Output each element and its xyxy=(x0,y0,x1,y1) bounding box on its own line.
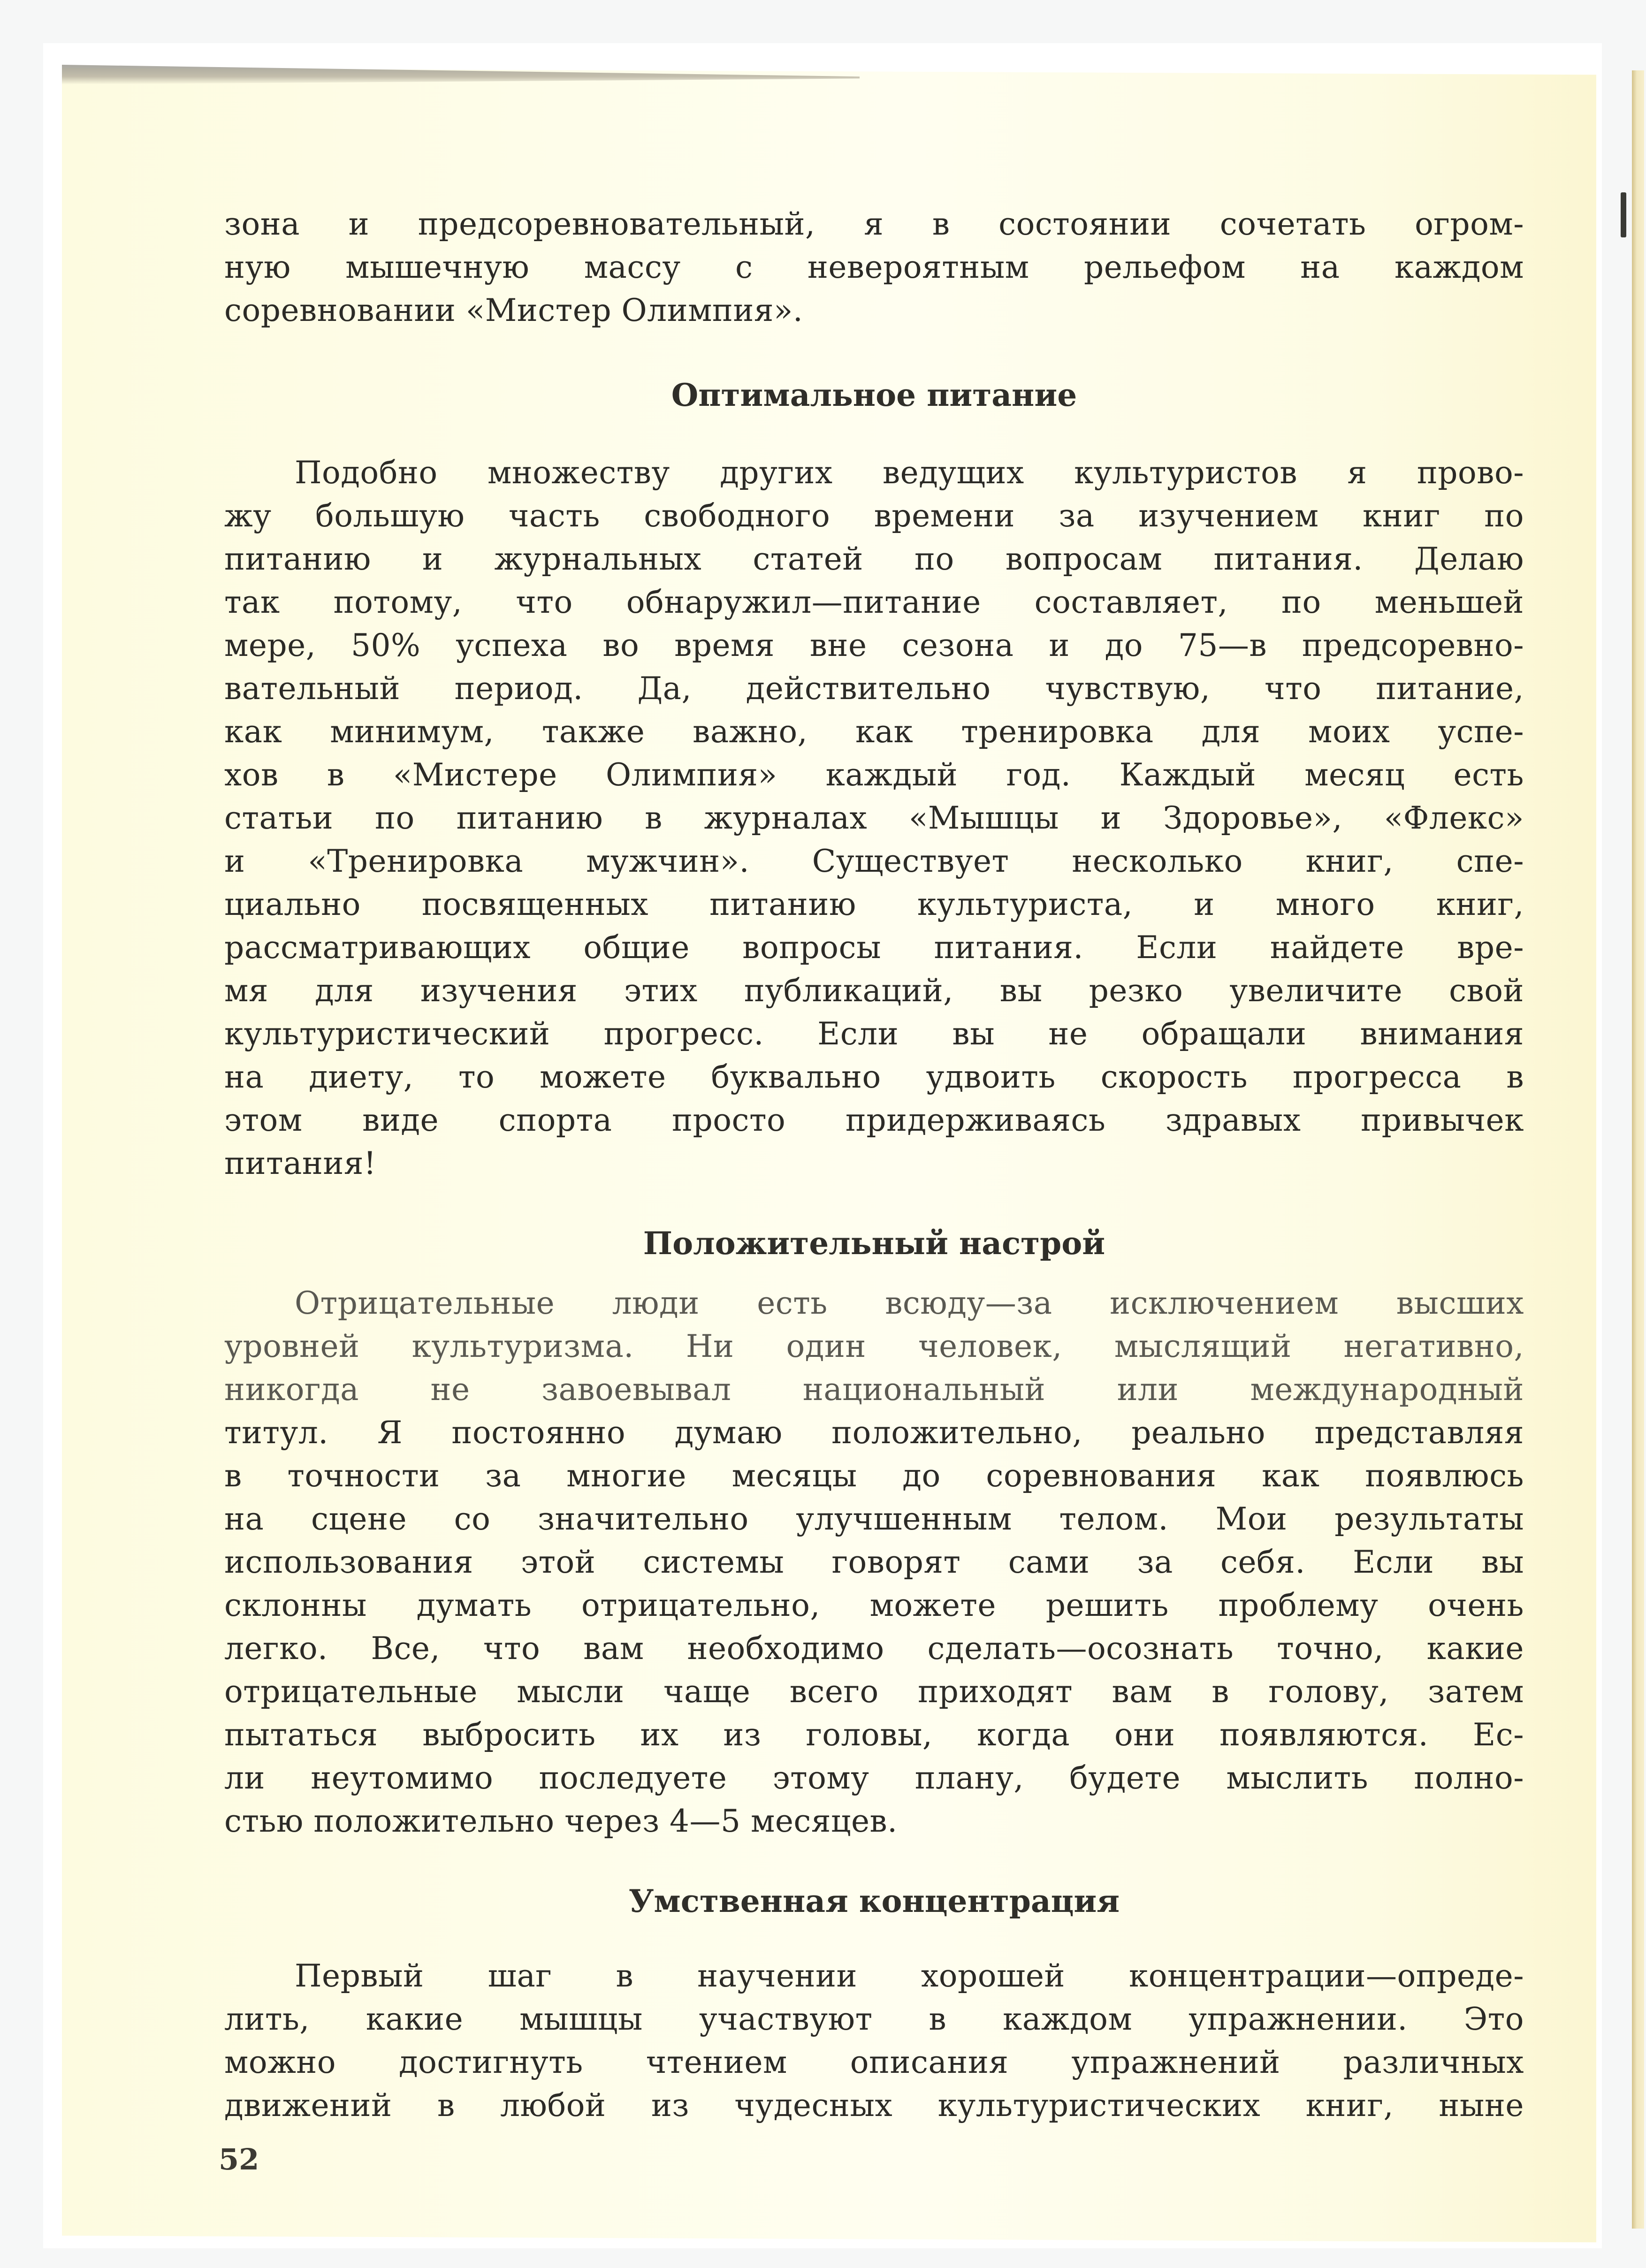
text-line: соревновании «Мистер Олимпия». xyxy=(224,292,803,328)
adjacent-page-edge xyxy=(1632,70,1644,2229)
text-line: лить, какие мышцы участвуют в каждом упражнении. Это xyxy=(224,2001,1524,2037)
text-line: питанию и журнальных статей по вопросам питания. Делаю xyxy=(224,541,1524,577)
text-line: мя для изучения этих публикаций, вы резко увеличите свой xyxy=(224,973,1524,1009)
text-line: использования этой системы говорят сами за себя. Если вы xyxy=(224,1544,1524,1580)
text-line: питания! xyxy=(224,1145,376,1181)
text-line: склонны думать отрицательно, можете решить проблему очень xyxy=(224,1587,1524,1623)
text-line: ную мышечную массу с невероятным рельефом на каждом xyxy=(224,249,1524,285)
page-number: 52 xyxy=(219,2142,259,2177)
text-line: как минимум, также важно, как тренировка для моих успе- xyxy=(224,714,1524,750)
text-line: легко. Все, что вам необходимо сделать—осознать точно, какие xyxy=(224,1630,1524,1667)
text-line: культуристический прогресс. Если вы не обращали внимания xyxy=(224,1016,1524,1052)
text-line: движений в любой из чудесных культуристических книг, ныне xyxy=(224,2087,1524,2123)
section-heading: Умственная концентрация xyxy=(628,1883,1120,1919)
text-line: никогда не завоевывал национальный или международный xyxy=(224,1371,1524,1408)
text-line: уровней культуризма. Ни один человек, мыслящий негативно, xyxy=(224,1328,1524,1364)
text-line: пытаться выбросить их из головы, когда они появляются. Ес- xyxy=(224,1717,1524,1753)
text-line: этом виде спорта просто придерживаясь здравых привычек xyxy=(224,1102,1524,1138)
text-line: циально посвященных питанию культуриста, и много книг, xyxy=(224,886,1524,922)
text-line: ли неутомимо последуете этому плану, будете мыслить полно- xyxy=(224,1760,1524,1796)
text-line: рассматривающих общие вопросы питания. Если найдете вре- xyxy=(224,929,1524,966)
text-line: так потому, что обнаружил—питание составляет, по меньшей xyxy=(224,584,1524,620)
text-line: стью положительно через 4—5 месяцев. xyxy=(224,1803,898,1839)
section-heading: Оптимальное питание xyxy=(671,377,1077,413)
text-line: отрицательные мысли чаще всего приходят вам в голову, затем xyxy=(224,1674,1524,1710)
edge-ink-mark xyxy=(1621,192,1626,237)
text-line: Первый шаг в научении хорошей концентрации—опреде- xyxy=(295,1958,1524,1994)
text-line: зона и предсоревновательный, я в состоянии сочетать огром- xyxy=(224,206,1524,242)
text-line: жу большую часть свободного времени за изучением книг по xyxy=(224,498,1524,534)
text-line: мере, 50% успеха во время вне сезона и до 75—в предсоревно- xyxy=(224,627,1524,663)
section-heading: Положительный настрой xyxy=(643,1225,1105,1262)
text-line: титул. Я постоянно думаю положительно, реально представляя xyxy=(224,1415,1524,1451)
text-line: на диету, то можете буквально удвоить скорость прогресса в xyxy=(224,1059,1524,1095)
text-line: вательный период. Да, действительно чувствую, что питание, xyxy=(224,670,1524,707)
text-line: можно достигнуть чтением описания упражнений различных xyxy=(224,2044,1524,2080)
text-line: и «Тренировка мужчин». Существует несколько книг, спе- xyxy=(224,843,1524,879)
text-line: хов в «Мистере Олимпия» каждый год. Каждый месяц есть xyxy=(224,757,1524,793)
text-line: на сцене со значительно улучшенным телом. Мои результаты xyxy=(224,1501,1524,1537)
text-line: в точности за многие месяцы до соревнования как появлюсь xyxy=(224,1458,1524,1494)
text-line: Подобно множеству других ведущих культуристов я прово- xyxy=(295,455,1524,491)
text-line: Отрицательные люди есть всюду—за исключением высших xyxy=(295,1285,1524,1321)
text-line: статьи по питанию в журналах «Мышцы и Здоровье», «Флекс» xyxy=(224,800,1524,836)
